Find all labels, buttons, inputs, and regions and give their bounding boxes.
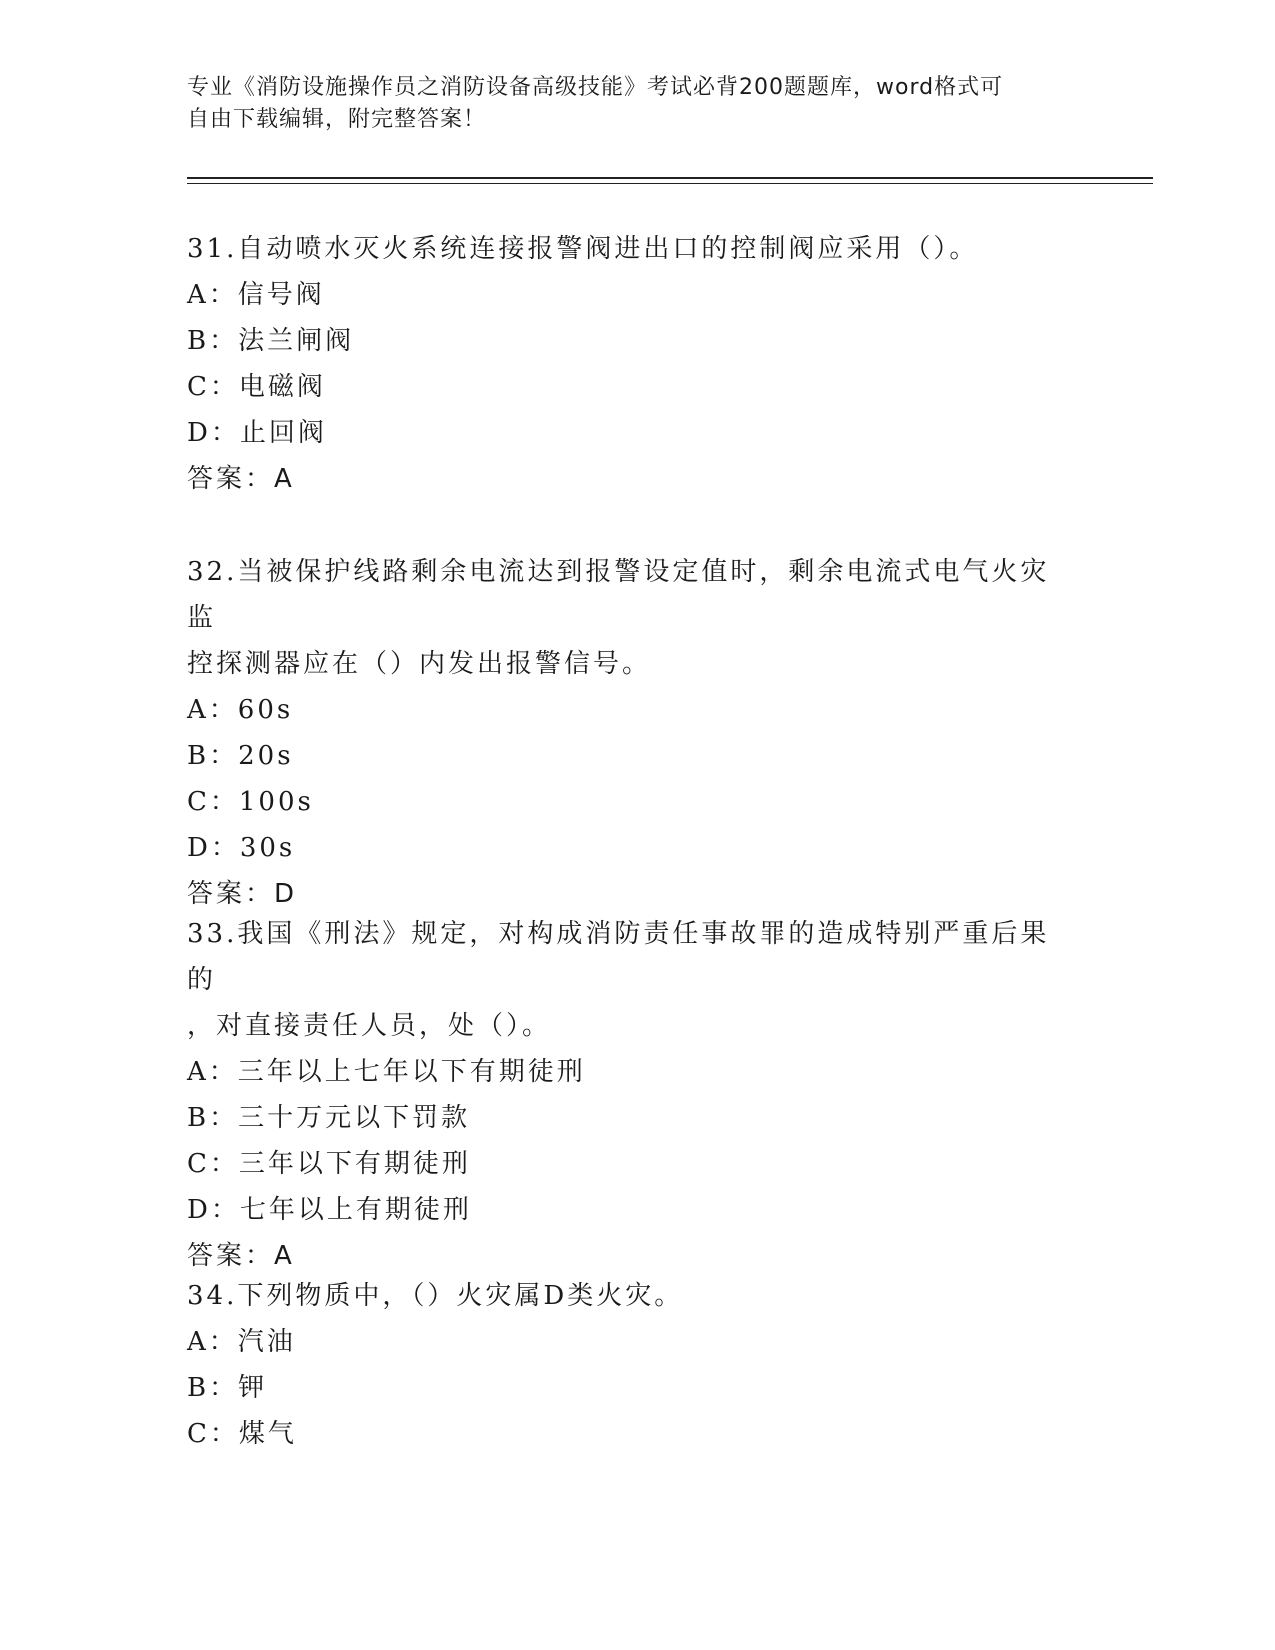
question-text: 34.下列物质中，（）火灾属D类火灾。 bbox=[187, 1281, 684, 1311]
header-divider-top bbox=[187, 177, 1153, 179]
option-a: A：信号阀 bbox=[187, 280, 325, 310]
option-a: A：三年以上七年以下有期徒刑 bbox=[187, 1057, 586, 1087]
question-text-continued: ，对直接责任人员，处（）。 bbox=[187, 1011, 552, 1041]
option-d: D：止回阀 bbox=[187, 418, 327, 448]
option-c: C：电磁阀 bbox=[187, 372, 326, 402]
answer: 答案：A bbox=[187, 1241, 295, 1271]
question-34 bbox=[187, 1273, 1077, 1457]
header-line-1: 专业《消防设施操作员之消防设备高级技能》考试必背200题题库，word格式可 bbox=[187, 75, 1004, 100]
option-a: A：汽油 bbox=[187, 1327, 296, 1357]
option-b: B：法兰闸阀 bbox=[187, 326, 355, 356]
header-line-2: 自由下载编辑，附完整答案！ bbox=[187, 107, 487, 132]
question-text-continued: 控探测器应在（）内发出报警信号。 bbox=[187, 649, 652, 679]
option-b: B：20s bbox=[187, 741, 294, 771]
option-d: D：30s bbox=[187, 833, 296, 863]
option-d: D：七年以上有期徒刑 bbox=[187, 1195, 472, 1225]
answer: 答案：D bbox=[187, 879, 298, 909]
answer: 答案：A bbox=[187, 464, 295, 494]
option-c: C：100s bbox=[187, 787, 314, 817]
question-31 bbox=[187, 226, 1077, 502]
question-text: 31.自动喷水灭火系统连接报警阀进出口的控制阀应采用（）。 bbox=[187, 234, 979, 264]
question-text: 33.我国《刑法》规定，对构成消防责任事故罪的造成特别严重后果的 bbox=[187, 919, 1050, 995]
document-header bbox=[187, 72, 1067, 136]
option-c: C：煤气 bbox=[187, 1419, 297, 1449]
option-c: C：三年以下有期徒刑 bbox=[187, 1149, 471, 1179]
question-text: 32.当被保护线路剩余电流达到报警设定值时，剩余电流式电气火灾监 bbox=[187, 557, 1050, 633]
header-divider-bottom bbox=[187, 183, 1153, 184]
option-b: B：钾 bbox=[187, 1373, 268, 1403]
question-33 bbox=[187, 911, 1077, 1279]
question-32 bbox=[187, 549, 1077, 917]
option-b: B：三十万元以下罚款 bbox=[187, 1103, 471, 1133]
option-a: A：60s bbox=[187, 695, 294, 725]
